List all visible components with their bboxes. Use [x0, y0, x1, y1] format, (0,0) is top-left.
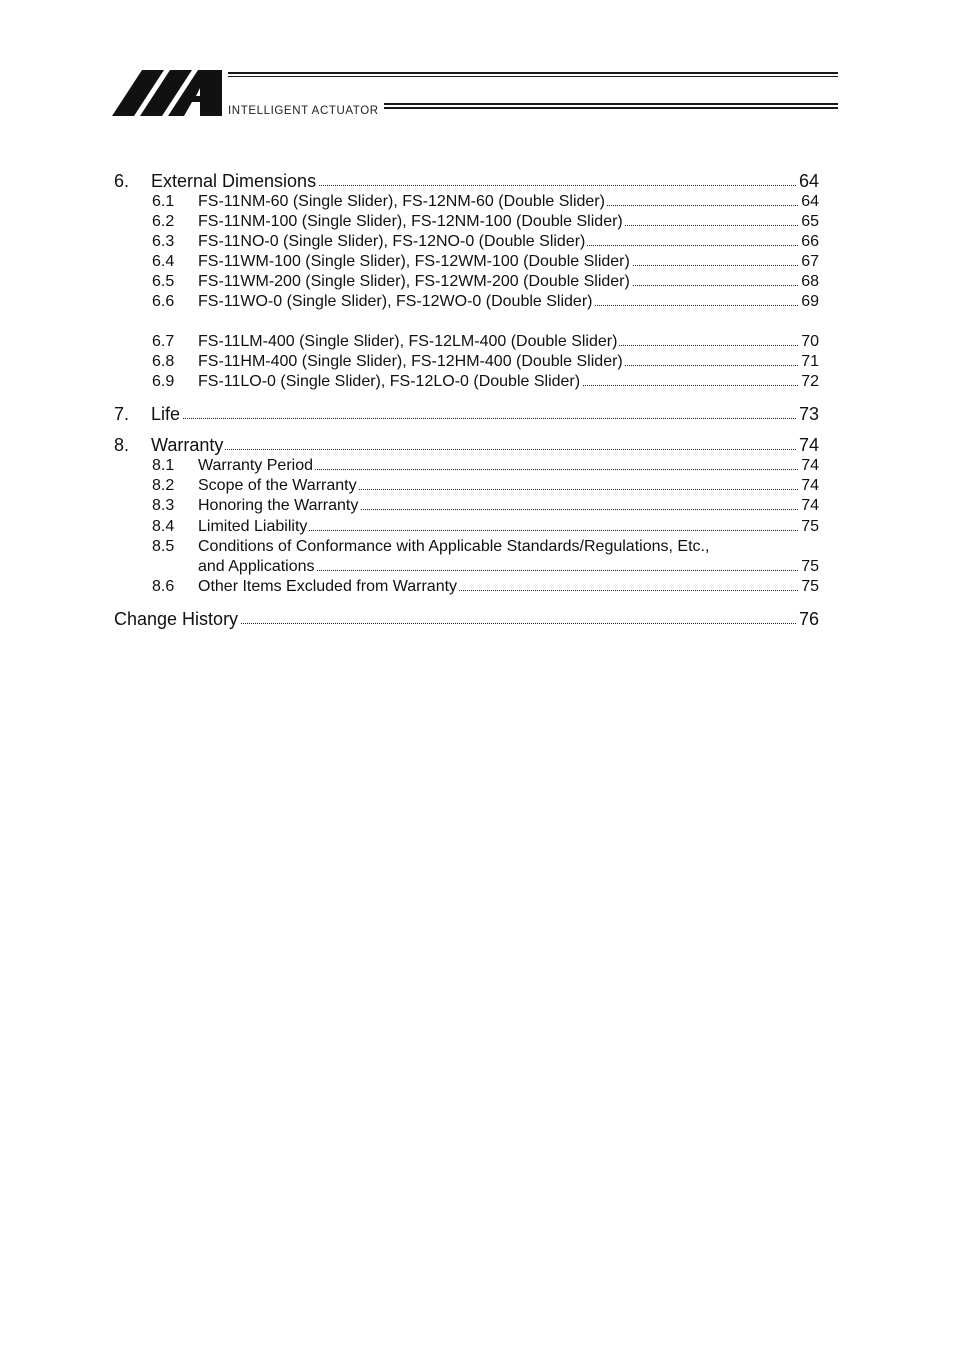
toc-page: 65: [801, 213, 819, 230]
toc-number: 8.: [114, 435, 130, 455]
toc-number: 8.1: [152, 457, 175, 474]
header-rule-bottom-1: [384, 103, 838, 105]
toc-page: 75: [801, 558, 819, 575]
header-rule-top-2: [228, 76, 838, 77]
toc-page: 64: [798, 171, 819, 191]
toc-title: External Dimensions: [151, 171, 317, 191]
toc-page: 69: [801, 293, 819, 310]
toc-page: 74: [801, 477, 819, 494]
toc-page: 66: [801, 233, 819, 250]
toc-entry-ch8[interactable]: [0, 435, 954, 457]
toc-leader: [151, 449, 796, 450]
toc-page: 74: [801, 457, 819, 474]
toc-title: FS-11WO-0 (Single Slider), FS-12WO-0 (Double Slider): [198, 293, 593, 310]
toc-number: 6.6: [152, 293, 175, 310]
toc-title: FS-11NM-60 (Single Slider), FS-12NM-60 (Double Slider): [198, 193, 605, 210]
toc-entry-8-4[interactable]: [0, 518, 954, 540]
toc-title: FS-11NO-0 (Single Slider), FS-12NO-0 (Double Slider): [198, 233, 586, 250]
toc-number: 7.: [114, 404, 130, 424]
toc-entry-6-5[interactable]: [0, 273, 954, 295]
toc-page: 64: [801, 193, 819, 210]
toc-number: 6.: [114, 171, 130, 191]
iai-logo-icon: [112, 68, 227, 118]
toc-page: 75: [801, 518, 819, 535]
toc-page: 72: [801, 373, 819, 390]
toc-entry-8-1[interactable]: [0, 457, 954, 479]
toc-entry-ch6[interactable]: [0, 171, 954, 193]
toc-page: 67: [801, 253, 819, 270]
toc-number: 6.2: [152, 213, 175, 230]
toc-number: 6.7: [152, 333, 175, 350]
toc-title: Other Items Excluded from Warranty: [198, 578, 458, 595]
toc-title-line1: Conditions of Conformance with Applicable Standards/Regulations, Etc.,: [198, 538, 710, 555]
toc-title: Change History: [114, 609, 239, 629]
toc-number: 8.5: [152, 538, 175, 555]
toc-page: 76: [798, 609, 819, 629]
toc-number: 8.6: [152, 578, 175, 595]
toc-title: FS-11NM-100 (Single Slider), FS-12NM-100 (Double Slider): [198, 213, 623, 230]
toc-title: Scope of the Warranty: [198, 477, 357, 494]
toc-entry-6-1[interactable]: [0, 193, 954, 215]
toc-page: 74: [798, 435, 819, 455]
toc-leader: [151, 418, 796, 419]
toc-title: FS-11LO-0 (Single Slider), FS-12LO-0 (Double Slider): [198, 373, 581, 390]
toc-entry-6-8[interactable]: [0, 353, 954, 375]
toc-title: FS-11WM-100 (Single Slider), FS-12WM-100 (Double Slider): [198, 253, 630, 270]
toc-title: FS-11HM-400 (Single Slider), FS-12HM-400 (Double Slider): [198, 353, 623, 370]
header-rule-bottom-2: [384, 107, 838, 109]
toc-title: FS-11LM-400 (Single Slider), FS-12LM-400 (Double Slider): [198, 333, 618, 350]
toc-entry-8-2[interactable]: [0, 477, 954, 499]
toc-number: 6.1: [152, 193, 175, 210]
toc-page: 71: [801, 353, 819, 370]
toc-number: 6.5: [152, 273, 175, 290]
toc-title: Life: [151, 404, 181, 424]
toc-title: Limited Liability: [198, 518, 308, 535]
toc-title: Warranty Period: [198, 457, 313, 474]
toc-entry-6-3[interactable]: [0, 233, 954, 255]
toc-title-line2: and Applications: [198, 558, 315, 575]
toc-entry-6-4[interactable]: [0, 253, 954, 275]
toc-page: 75: [801, 578, 819, 595]
toc-number: 8.2: [152, 477, 175, 494]
toc-entry-change-history[interactable]: [0, 609, 954, 631]
toc-entry-6-9[interactable]: [0, 373, 954, 395]
toc-page: 74: [801, 497, 819, 514]
toc-entry-8-5[interactable]: [0, 538, 954, 580]
toc-number: 6.4: [152, 253, 175, 270]
toc-number: 6.3: [152, 233, 175, 250]
toc-entry-6-6[interactable]: [0, 293, 954, 315]
header-rule-top-1: [228, 72, 838, 74]
toc-entry-6-2[interactable]: [0, 213, 954, 235]
toc-title: Warranty: [151, 435, 224, 455]
toc-page: 70: [801, 333, 819, 350]
toc-number: 8.4: [152, 518, 175, 535]
toc-number: 6.8: [152, 353, 175, 370]
toc-entry-8-3[interactable]: [0, 497, 954, 519]
toc-number: 8.3: [152, 497, 175, 514]
toc-entry-ch7[interactable]: [0, 404, 954, 426]
toc-page: 68: [801, 273, 819, 290]
brand-text: INTELLIGENT ACTUATOR: [228, 105, 379, 117]
toc-entry-6-7[interactable]: [0, 333, 954, 355]
toc-number: 6.9: [152, 373, 175, 390]
toc-title: Honoring the Warranty: [198, 497, 359, 514]
toc-title: FS-11WM-200 (Single Slider), FS-12WM-200 (Double Slider): [198, 273, 630, 290]
toc-entry-8-6[interactable]: [0, 578, 954, 600]
toc-page: 73: [798, 404, 819, 424]
